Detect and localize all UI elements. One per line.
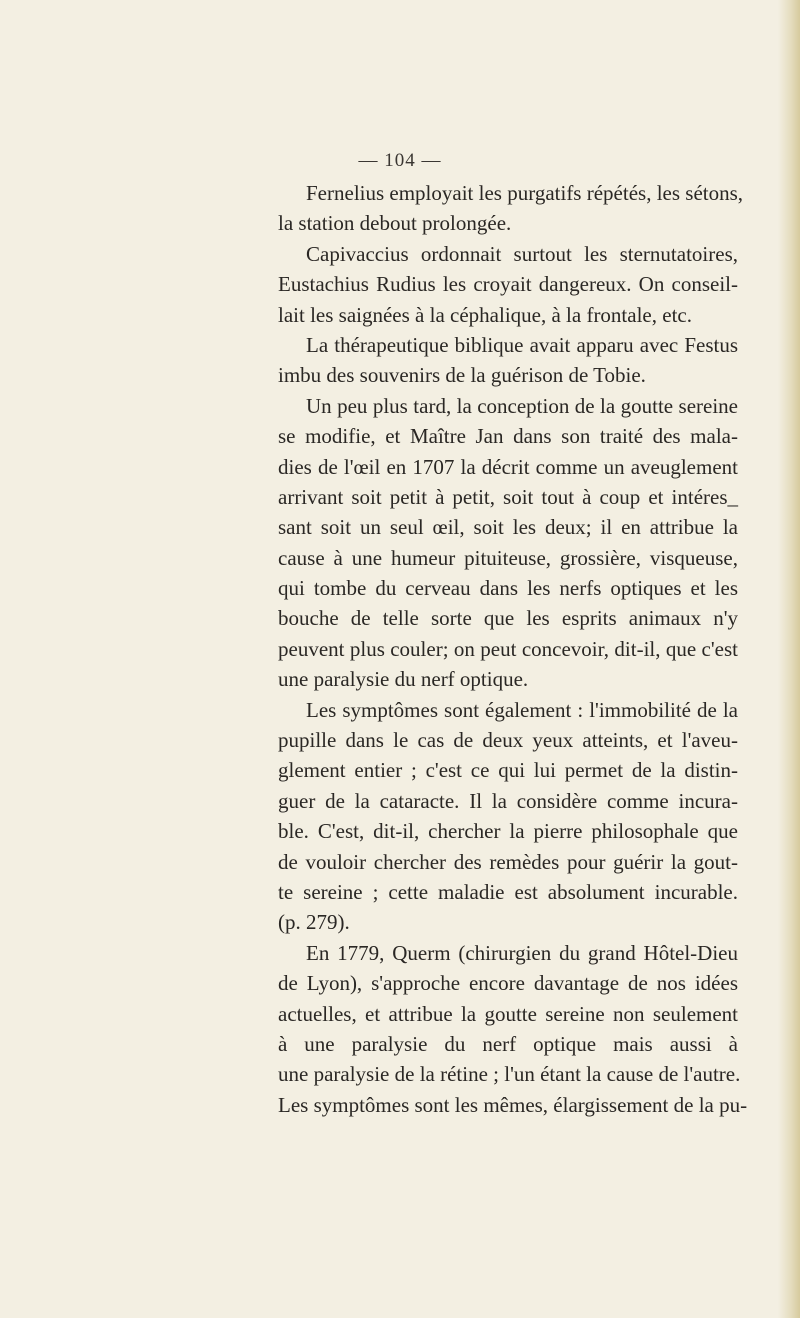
text-line: pupille dans le cas de deux yeux atteints, et l'aveu- (278, 728, 738, 753)
body-text (278, 178, 748, 1120)
text-line: arrivant soit petit à petit, soit tout à coup et intéres_ (278, 484, 738, 509)
text-line: Fernelius employait les purgatifs répétés, les sétons, (306, 181, 744, 205)
text-line: dies de l'œil en 1707 la décrit comme un aveuglement (278, 454, 738, 479)
text-line: à une paralysie du nerf optique mais aussi à (278, 1031, 738, 1056)
text-line: En 1779, Querm (chirurgien du grand Hôtel-Dieu (306, 940, 738, 965)
text-line: bouche de telle sorte que les esprits animaux n'y (278, 606, 738, 631)
text-line: Les symptômes sont également : l'immobilité de la (306, 697, 738, 722)
text-line: actuelles, et attribue la goutte sereine non seulement (278, 1001, 738, 1026)
text-line: cause à une humeur pituiteuse, grossière, visqueuse, (278, 545, 738, 570)
text-line: Les symptômes sont les mêmes, élargissement de la pu- (278, 1092, 748, 1117)
text-line: ble. C'est, dit-il, chercher la pierre philosophale que (278, 819, 738, 844)
text-line: de vouloir chercher des remèdes pour guérir la gout- (278, 849, 738, 874)
text-line: Capivaccius ordonnait surtout les sternutatoires, (306, 241, 738, 266)
page-number: — 104 — (358, 150, 442, 171)
text-line: glement entier ; c'est ce qui lui permet de la distin- (278, 758, 738, 783)
text-line: une paralysie de la rétine ; l'un étant la cause de l'autre. (278, 1062, 741, 1087)
text-line: la station debout prolongée. (278, 211, 512, 236)
text-line: de Lyon), s'approche encore davantage de nos idées (278, 971, 738, 996)
text-line: La thérapeutique biblique avait apparu avec Festus (306, 332, 738, 357)
text-line: imbu des souvenirs de la guérison de Tobie. (278, 363, 646, 388)
text-line: se modifie, et Maître Jan dans son traité des mala- (278, 424, 738, 449)
text-line: te sereine ; cette maladie est absolument incurable. (278, 879, 738, 904)
text-line: peuvent plus couler; on peut concevoir, dit-il, que c'est (278, 636, 738, 661)
text-line: Eustachius Rudius les croyait dangereux. On conseil- (278, 272, 738, 297)
text-line: une paralysie du nerf optique. (278, 667, 529, 692)
text-line: guer de la cataracte. Il la considère comme incura- (278, 788, 738, 813)
text-line: (p. 279). (278, 910, 350, 935)
page-edge-shadow (778, 0, 800, 1318)
text-line: Un peu plus tard, la conception de la goutte sereine (306, 393, 738, 418)
text-line: sant soit un seul œil, soit les deux; il en attribue la (278, 515, 738, 540)
text-line: lait les saignées à la céphalique, à la frontale, etc. (278, 302, 692, 327)
text-line: qui tombe du cerveau dans les nerfs optiques et les (278, 576, 738, 601)
